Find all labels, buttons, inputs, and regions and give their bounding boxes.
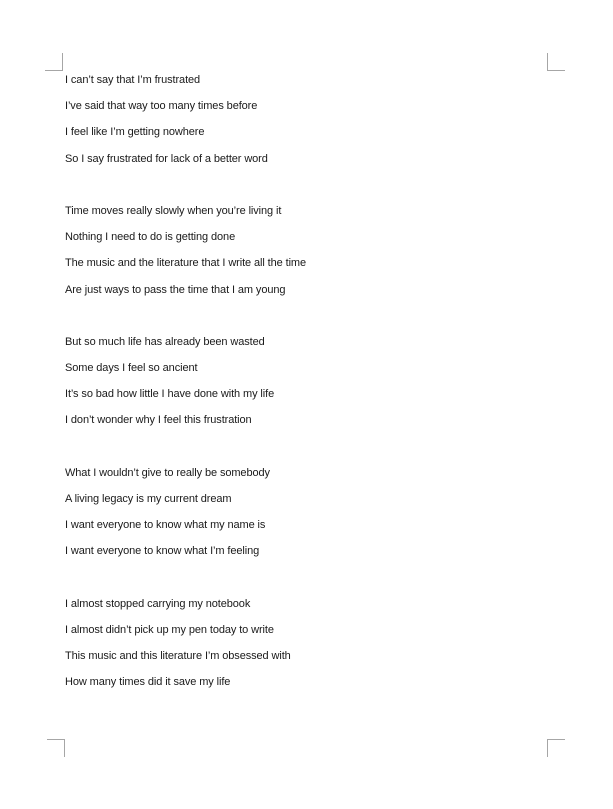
poem-line[interactable]: I almost didn’t pick up my pen today to write bbox=[65, 623, 274, 636]
stanza bbox=[65, 198, 547, 303]
poem-line[interactable]: I can’t say that I’m frustrated bbox=[65, 74, 201, 86]
poem-line[interactable]: So I say frustrated for lack of a better word bbox=[65, 152, 268, 165]
poem-line[interactable]: What I wouldn’t give to really be somebody bbox=[65, 466, 270, 479]
stanza bbox=[65, 329, 547, 434]
stanza bbox=[65, 591, 547, 696]
poem-line[interactable]: I almost stopped carrying my notebook bbox=[65, 597, 251, 610]
poem-line[interactable]: Are just ways to pass the time that I am young bbox=[65, 283, 286, 296]
text-boundary-mark-top-left bbox=[45, 53, 63, 71]
poem-line[interactable]: Time moves really slowly when you’re living it bbox=[65, 204, 282, 217]
poem-line[interactable]: I want everyone to know what my name is bbox=[65, 519, 266, 532]
stanza bbox=[65, 67, 547, 172]
poem-line[interactable]: I’ve said that way too many times before bbox=[65, 100, 258, 113]
poem-line[interactable]: I feel like I’m getting nowhere bbox=[65, 126, 205, 139]
poem-line[interactable]: A living legacy is my current dream bbox=[65, 493, 232, 505]
poem-line[interactable]: Some days I feel so ancient bbox=[65, 362, 198, 375]
poem-line[interactable]: I don’t wonder why I feel this frustration bbox=[65, 414, 252, 427]
document-text-area[interactable] bbox=[65, 67, 547, 696]
poem-line[interactable]: It’s so bad how little I have done with my life bbox=[65, 388, 275, 401]
poem-line[interactable]: I want everyone to know what I’m feeling bbox=[65, 545, 260, 558]
poem-line[interactable]: Nothing I need to do is getting done bbox=[65, 231, 236, 244]
poem-line[interactable]: This music and this literature I’m obsessed with bbox=[65, 650, 291, 663]
text-boundary-mark-top-right bbox=[547, 53, 565, 71]
text-boundary-mark-bottom-left bbox=[47, 739, 65, 757]
poem-line[interactable]: But so much life has already been wasted bbox=[65, 335, 265, 348]
poem-line[interactable]: How many times did it save my life bbox=[65, 676, 231, 689]
stanza bbox=[65, 460, 547, 565]
text-boundary-mark-bottom-right bbox=[547, 739, 565, 757]
poem-line[interactable]: The music and the literature that I write all the time bbox=[65, 257, 306, 270]
